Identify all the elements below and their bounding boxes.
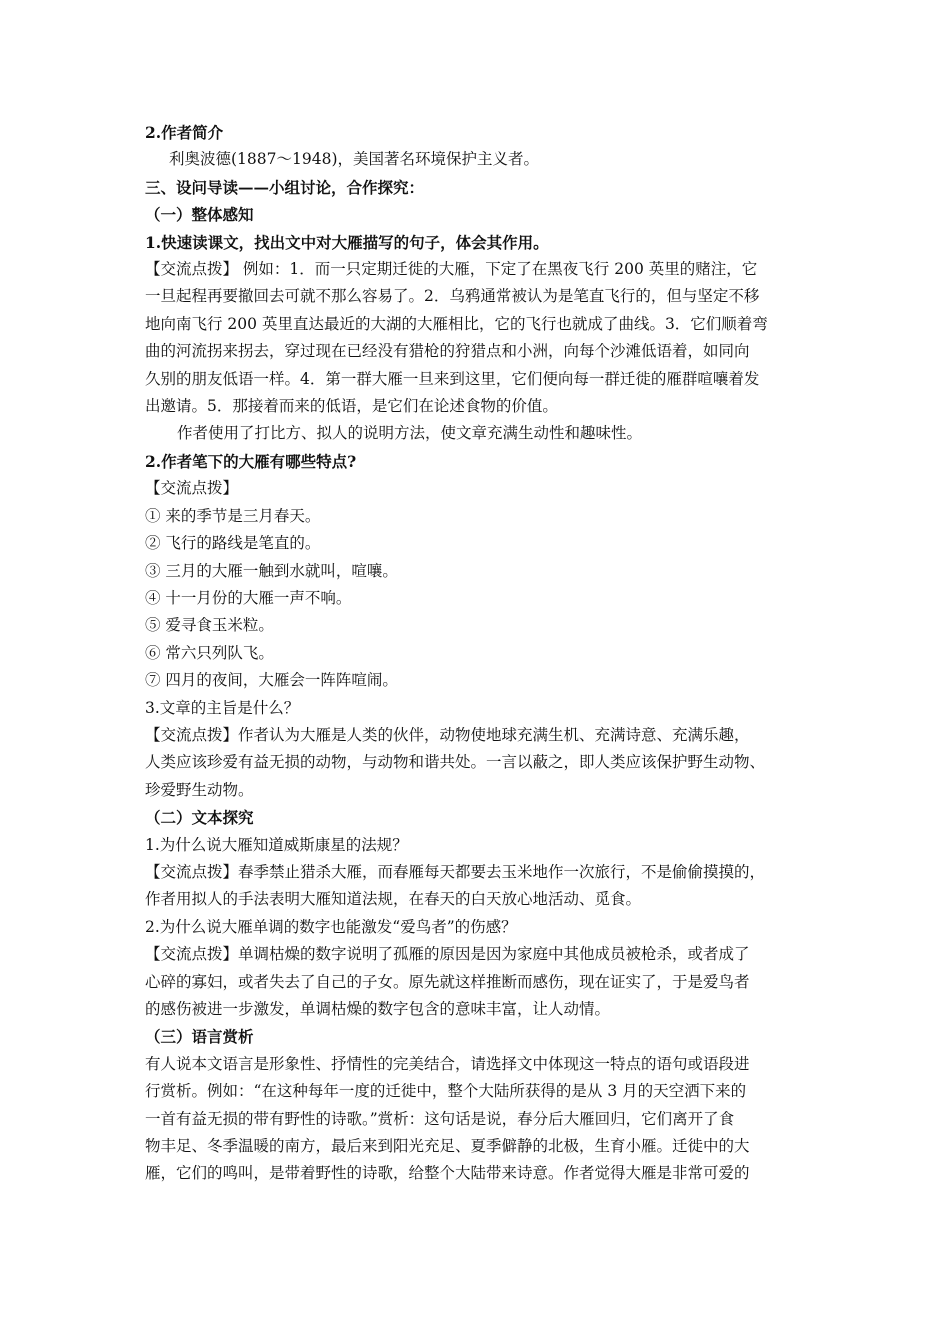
text-line: 【交流点拨】 例如：1．而一只定期迁徙的大雁，下定了在黑夜飞行 200 英里的赌注，它 (145, 260, 758, 279)
text-line: ② 飞行的路线是笔直的。 (145, 534, 321, 553)
text-line: 一首有益无损的带有野性的诗歌。”赏析：这句话是说，春分后大雁回归，它们离开了食 (145, 1109, 735, 1128)
text-line: 雁，它们的鸣叫，是带着野性的诗歌，给整个大陆带来诗意。作者觉得大雁是非常可爱的 (145, 1164, 750, 1183)
text-line: ⑦ 四月的夜间，大雁会一阵阵喧闹。 (145, 671, 398, 690)
section-heading: 2.作者笔下的大雁有哪些特点? (145, 451, 357, 471)
text-line: 利奥波德(1887～1948)，美国著名环境保护主义者。 (169, 150, 539, 169)
text-line: 的感伤被进一步激发，单调枯燥的数字包含的意味丰富，让人动情。 (145, 1000, 611, 1018)
text-line: 作者使用了打比方、拟人的说明方法，使文章充满生动性和趣味性。 (177, 424, 643, 443)
section-heading: 三、设问导读——小组讨论，合作探究： (145, 177, 425, 197)
text-line: ④ 十一月份的大雁一声不响。 (145, 588, 352, 607)
text-line: 物丰足、冬季温暖的南方，最后来到阳光充足、夏季僻静的北极，生育小雁。迁徙中的大 (145, 1137, 750, 1156)
text-line: 有人说本文语言是形象性、抒情性的完美结合，请选择文中体现这一特点的语句或语段进 (145, 1054, 750, 1073)
document-body (145, 119, 815, 1188)
section-heading: 2.作者简介 (145, 123, 224, 142)
section-heading: （二）文本探究 (145, 808, 254, 828)
text-line: 2.为什么说大雁单调的数字也能激发“爱鸟者”的伤感？ (145, 917, 517, 936)
text-line: ③ 三月的大雁一触到水就叫，喧嚷。 (145, 561, 398, 580)
text-line: ⑥ 常六只列队飞。 (145, 643, 274, 662)
text-line: 【交流点拨】 (145, 479, 239, 498)
section-heading: （三）语言赏析 (145, 1027, 254, 1047)
section-heading: 1.快速读课文，找出文中对大雁描写的句子，体会其作用。 (145, 232, 549, 252)
text-line: 行赏析。例如：“在这种每年一度的迁徙中，整个大陆所获得的是从 3 月的天空洒下来的 (145, 1082, 747, 1101)
text-line: 珍爱野生动物。 (145, 780, 254, 799)
text-line: 【交流点拨】春季禁止猎杀大雁，而春雁每天都要去玉米地作一次旅行，不是偷偷摸摸的， (145, 862, 766, 881)
text-line: 出邀请。5．那接着而来的低语，是它们在论述食物的价值。 (145, 397, 558, 416)
text-line: 地向南飞行 200 英里直达最近的大湖的大雁相比，它的飞行也就成了曲线。3．它们顺着弯 (145, 314, 768, 333)
text-line: 人类应该珍爱有益无损的动物，与动物和谐共处。一言以蔽之，即人类应该保护野生动物、 (145, 753, 766, 772)
text-line: 作者用拟人的手法表明大雁知道法规，在春天的白天放心地活动、觅食。 (145, 890, 642, 909)
text-line: 一旦起程再要撤回去可就不那么容易了。2．乌鸦通常被认为是笔直飞行的，但与坚定不移 (145, 287, 760, 306)
text-line: 心碎的寡妇，或者失去了自己的子女。原先就这样推断而感伤，现在证实了，于是爱鸟者 (145, 972, 750, 991)
text-line: 1.为什么说大雁知道威斯康星的法规？ (145, 835, 408, 854)
text-line: ① 来的季节是三月春天。 (145, 506, 321, 525)
text-line: 久别的朋友低语一样。4．第一群大雁一旦来到这里，它们便向每一群迁徙的雁群喧嚷着发 (145, 369, 760, 388)
text-line: 3.文章的主旨是什么？ (145, 698, 300, 717)
section-heading: （一）整体感知 (145, 205, 254, 225)
text-line: ⑤ 爱寻食玉米粒。 (145, 616, 274, 635)
text-line: 【交流点拨】作者认为大雁是人类的伙伴，动物使地球充满生机、充满诗意、充满乐趣， (145, 725, 750, 744)
text-line: 【交流点拨】单调枯燥的数字说明了孤雁的原因是因为家庭中其他成员被枪杀，或者成了 (145, 945, 750, 964)
text-line: 曲的河流拐来拐去，穿过现在已经没有猎枪的狩猎点和小洲，向每个沙滩低语着，如同向 (145, 342, 750, 361)
